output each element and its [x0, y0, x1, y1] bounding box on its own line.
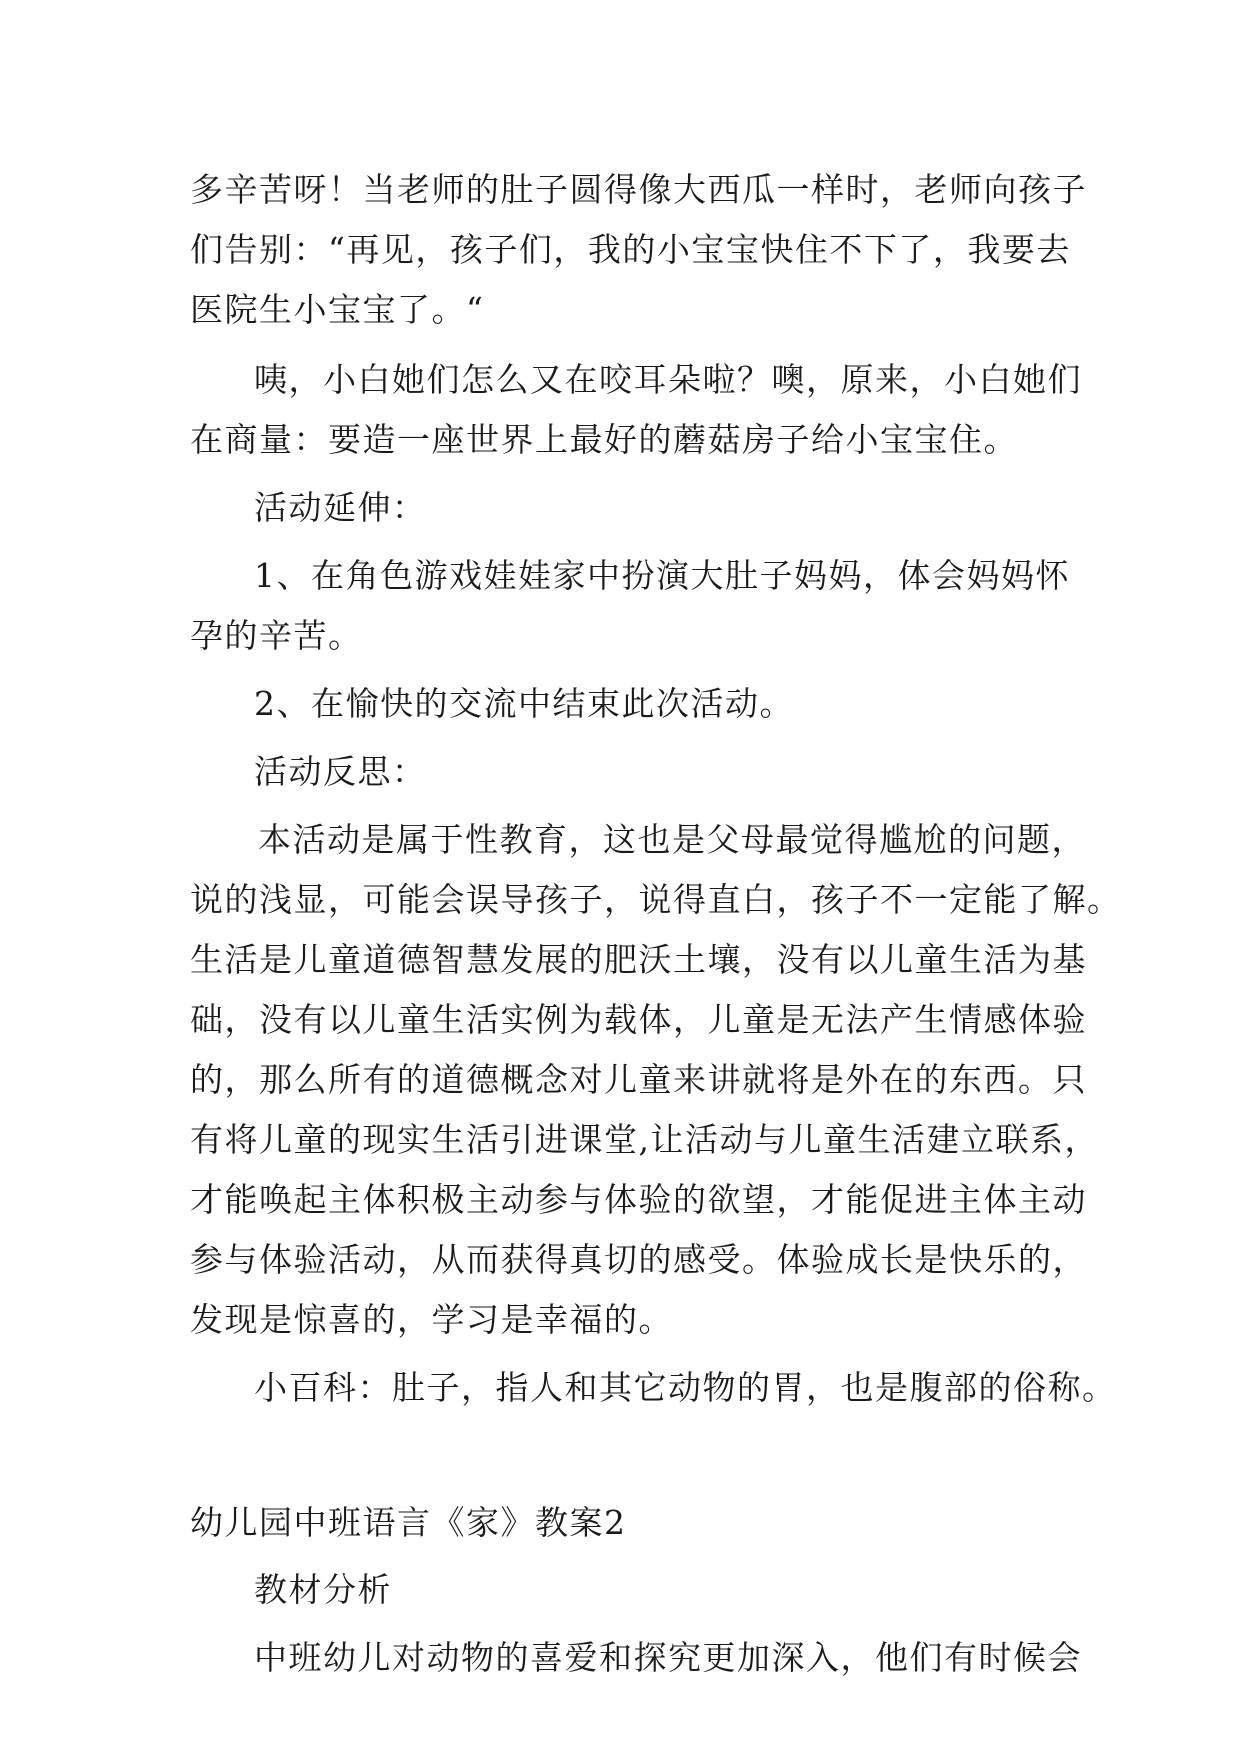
body-text-line: 生活是儿童道德智慧发展的肥沃土壤，没有以儿童生活为基	[190, 940, 1087, 979]
section-heading-material-analysis: 教材分析	[254, 1570, 392, 1609]
lesson-title: 幼儿园中班语言《家》教案2	[190, 1503, 627, 1542]
paragraph-first-line: 本活动是属于性教育，这也是父母最觉得尴尬的问题，	[258, 820, 1086, 859]
body-text-line: 多辛苦呀！当老师的肚子圆得像大西瓜一样时，老师向孩子	[190, 170, 1087, 209]
body-text-line: 说的浅显，可能会误导孩子，说得直白，孩子不一定能了解。	[190, 880, 1122, 919]
body-text-line: 参与体验活动，从而获得真切的感受。体验成长是快乐的，	[190, 1240, 1087, 1279]
body-text-line: 有将儿童的现实生活引进课堂,让活动与儿童生活建立联系，	[190, 1120, 1099, 1159]
body-text-line: 础，没有以儿童生活实例为载体，儿童是无法产生情感体验	[190, 1000, 1087, 1039]
body-text-line: 发现是惊喜的，学习是幸福的。	[190, 1300, 673, 1339]
body-text-line: 孕的辛苦。	[190, 616, 363, 655]
paragraph-first-line: 中班幼儿对动物的喜爱和探究更加深入，他们有时候会	[254, 1638, 1082, 1677]
section-heading-extension: 活动延伸：	[254, 488, 427, 527]
body-text-line: 们告别：“再见，孩子们，我的小宝宝快住不下了，我要去	[190, 230, 1071, 269]
paragraph-first-line: 咦，小白她们怎么又在咬耳朵啦？噢，原来，小白她们	[254, 360, 1082, 399]
list-item-2: 2、在愉快的交流中结束此次活动。	[254, 684, 794, 723]
body-text-line: 在商量：要造一座世界上最好的蘑菇房子给小宝宝住。	[190, 420, 1018, 459]
body-text-line: 才能唤起主体积极主动参与体验的欲望，才能促进主体主动	[190, 1180, 1087, 1219]
section-heading-reflection: 活动反思：	[254, 752, 427, 791]
body-text-line: 的，那么所有的道德概念对儿童来讲就将是外在的东西。只	[190, 1060, 1087, 1099]
encyclopedia-note: 小百科：肚子，指人和其它动物的胃，也是腹部的俗称。	[254, 1368, 1117, 1407]
body-text-line: 医院生小宝宝了。“	[190, 290, 485, 329]
list-item-1: 1、在角色游戏娃娃家中扮演大肚子妈妈，体会妈妈怀	[254, 556, 1070, 595]
